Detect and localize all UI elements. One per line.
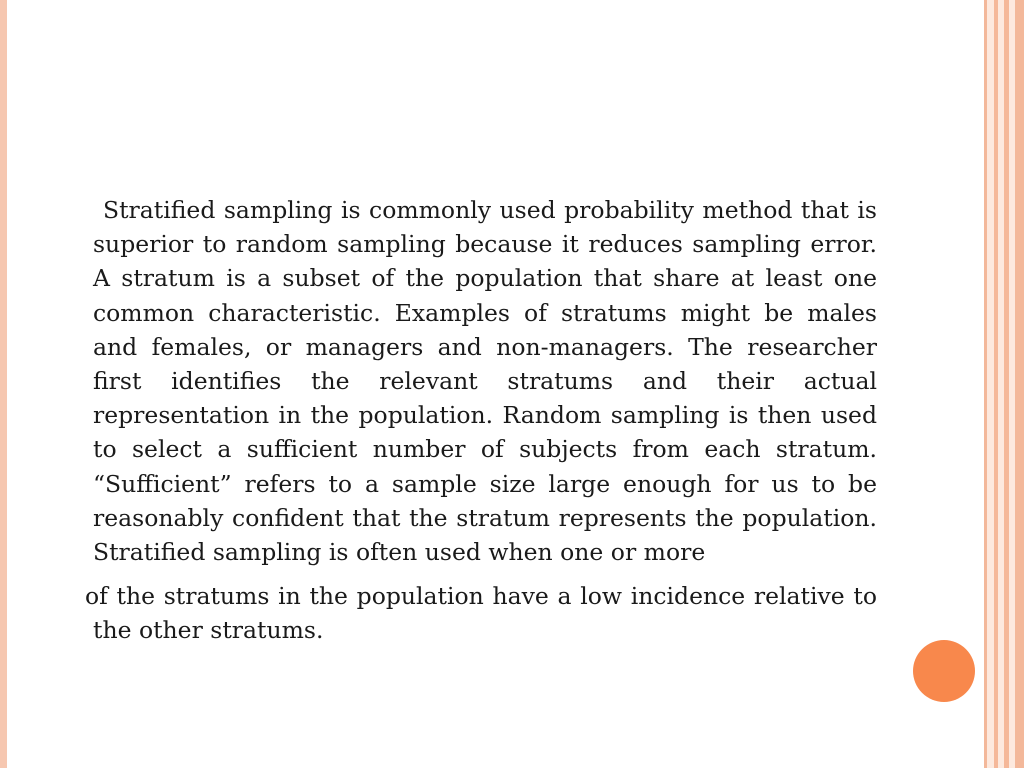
stripe bbox=[1015, 0, 1024, 768]
left-border-decoration bbox=[0, 0, 7, 768]
stripe bbox=[987, 0, 994, 768]
right-stripes-decoration bbox=[984, 0, 1024, 768]
paragraph-1: Stratified sampling is commonly used probability method that is superior to random sampling because it reduces sampling error. A stratum is a subset of the population that share at least one common characteristic. Examples of stratums might be males and females, or managers and non-managers. The researcher first identifies the relevant stratums and their actual representation in the population. Random sampling is then used to select a sufficient number of subjects from each stratum. “Sufficient” refers to a sample size large enough for us to be reasonably confident that the stratum represents the population. Stratified sampling is often used when one or more bbox=[93, 196, 877, 567]
paragraph-2: of the stratums in the population have a low incidence relative to the other stratums. bbox=[85, 582, 877, 645]
slide-body-text bbox=[85, 193, 877, 648]
orange-circle-decoration bbox=[913, 640, 975, 702]
